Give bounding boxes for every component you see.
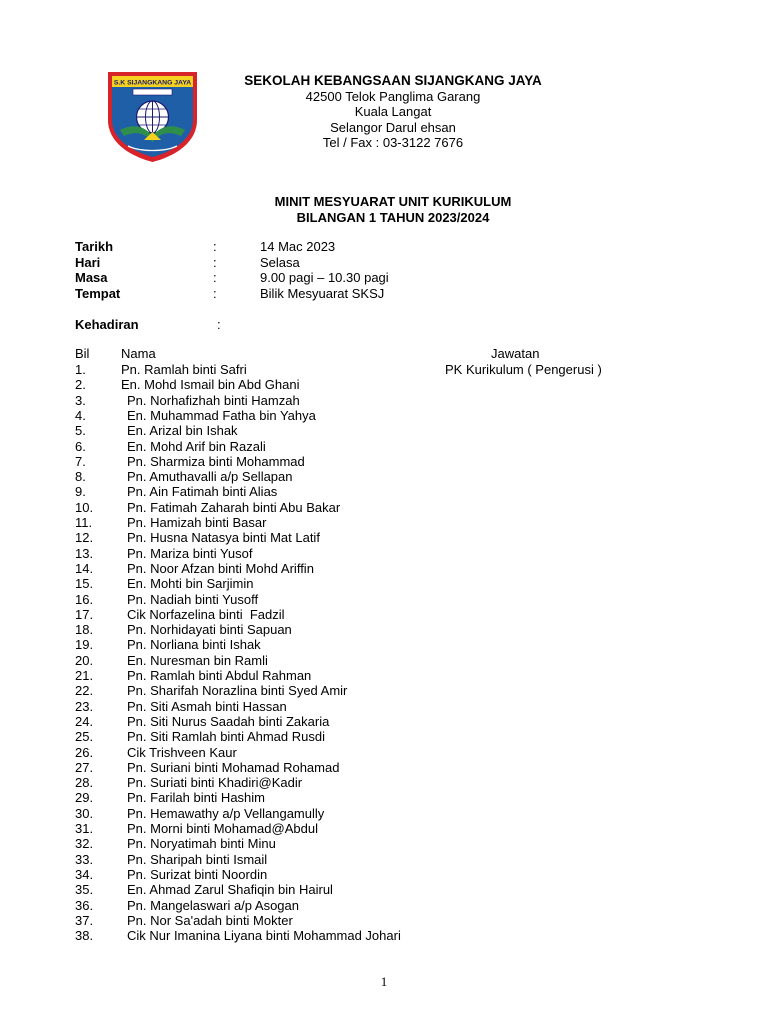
attendee-name: Pn. Noor Afzan binti Mohd Ariffin [127, 560, 314, 576]
attendee-name: Pn. Mangelaswari a/p Asogan [127, 897, 299, 913]
meta-colon: : [213, 254, 217, 270]
table-row [0, 806, 768, 821]
meta-value: Bilik Mesyuarat SKSJ [260, 285, 385, 301]
attendee-name: Pn. Norhafizhah binti Hamzah [127, 392, 300, 408]
table-row [0, 928, 768, 943]
table-row [0, 530, 768, 545]
table-row [0, 393, 768, 408]
meta-label: Tempat [75, 285, 121, 301]
attendee-name: Pn. Mariza binti Yusof [127, 545, 253, 561]
attendee-name: Pn. Noryatimah binti Minu [127, 836, 276, 852]
table-row [0, 699, 768, 714]
attendee-name: Pn. Surizat binti Noordin [127, 866, 268, 882]
row-number: 21. [75, 668, 94, 683]
attendee-name: Pn. Sharmiza binti Mohammad [127, 453, 305, 469]
meta-value: 14 Mac 2023 [260, 239, 336, 254]
attendee-name: Pn. Fatimah Zaharah binti Abu Bakar [127, 499, 341, 515]
row-number: 4. [75, 407, 86, 423]
table-row [0, 500, 768, 515]
table-row [0, 362, 768, 377]
row-number: 8. [75, 469, 86, 485]
table-row [0, 867, 768, 882]
row-number: 7. [75, 453, 86, 469]
row-number: 1. [75, 362, 86, 377]
row-number: 29. [75, 790, 94, 806]
table-row [0, 576, 768, 591]
row-number: 17. [75, 606, 94, 622]
table-row [0, 484, 768, 499]
school-header [200, 73, 586, 151]
table-row [0, 515, 768, 530]
row-number: 30. [75, 805, 94, 821]
table-row [0, 653, 768, 668]
contact-line: Tel / Fax : 03-3122 7676 [322, 135, 464, 150]
attendee-name: Cik Nur Imanina Liyana binti Mohammad Johari [127, 928, 401, 944]
table-row [0, 408, 768, 423]
row-number: 26. [75, 744, 94, 760]
attendee-name: Pn. Sharifah Norazlina binti Syed Amir [127, 683, 348, 699]
meta-label: Hari [75, 254, 101, 270]
meta-value: 9.00 pagi – 10.30 pagi [260, 270, 389, 285]
attendee-name: Pn. Suriati binti Khadiri@Kadir [127, 775, 303, 791]
row-number: 9. [75, 484, 86, 500]
meta-colon: : [213, 285, 217, 301]
row-number: 20. [75, 652, 94, 668]
table-row [0, 821, 768, 836]
attendee-position: PK Kurikulum ( Pengerusi ) [445, 362, 602, 377]
table-row [0, 852, 768, 867]
table-row [0, 622, 768, 637]
attendance-colon: : [217, 317, 221, 332]
table-row [0, 377, 768, 392]
row-number: 18. [75, 622, 94, 638]
attendance-label: Kehadiran [75, 317, 139, 332]
attendee-name: Pn. Suriani binti Mohamad Rohamad [127, 759, 340, 775]
attendee-name: Pn. Husna Natasya binti Mat Latif [127, 530, 320, 546]
row-number: 32. [75, 836, 94, 852]
crest-school-text: S.K SIJANGKANG JAYA [113, 79, 192, 87]
attendee-name: Pn. Hamizah binti Basar [127, 515, 267, 530]
table-row [0, 898, 768, 913]
table-row [0, 592, 768, 607]
page-number: 1 [380, 974, 388, 989]
row-number: 31. [75, 821, 94, 836]
table-row [0, 775, 768, 790]
column-header-bil: Bil [75, 346, 90, 361]
attendee-name: Pn. Nadiah binti Yusoff [127, 591, 259, 607]
row-number: 19. [75, 637, 94, 653]
row-number: 5. [75, 423, 86, 439]
row-number: 13. [75, 545, 94, 561]
table-row [0, 745, 768, 760]
attendee-name: Pn. Siti Asmah binti Hassan [127, 698, 287, 714]
meta-value: Selasa [260, 254, 300, 270]
row-number: 37. [75, 912, 94, 928]
row-number: 33. [75, 851, 94, 867]
title-line-1: MINIT MESYUARAT UNIT KURIKULUM [274, 194, 512, 209]
row-number: 10. [75, 499, 94, 515]
attendee-name: Pn. Amuthavalli a/p Sellapan [127, 469, 293, 485]
table-row [0, 683, 768, 698]
attendee-name: Pn. Morni binti Mohamad@Abdul [127, 821, 318, 836]
attendee-name: En. Nuresman bin Ramli [127, 652, 268, 668]
table-row [0, 607, 768, 622]
row-number: 22. [75, 683, 94, 699]
column-header-position: Jawatan [491, 346, 540, 361]
table-row [0, 637, 768, 652]
row-number: 24. [75, 713, 94, 729]
row-number: 25. [75, 729, 94, 745]
row-number: 3. [75, 392, 86, 408]
attendee-name: En. Muhammad Fatha bin Yahya [127, 407, 316, 423]
attendee-name: Pn. Sharipah binti Ismail [127, 851, 268, 867]
attendee-name: En. Mohti bin Sarjimin [127, 576, 254, 592]
row-number: 28. [75, 775, 94, 791]
attendee-name: Cik Norfazelina binti Fadzil [127, 606, 285, 622]
row-number: 34. [75, 866, 94, 882]
row-number: 38. [75, 928, 94, 944]
attendee-name: Pn. Ain Fatimah binti Alias [127, 484, 278, 500]
row-number: 6. [75, 438, 86, 454]
table-row [0, 882, 768, 897]
row-number: 16. [75, 591, 94, 607]
address-line-2: Kuala Langat [354, 104, 432, 119]
attendee-name: Pn. Norhidayati binti Sapuan [127, 622, 292, 638]
row-number: 27. [75, 759, 94, 775]
column-header-name: Nama [121, 346, 156, 361]
attendee-name: Pn. Ramlah binti Safri [121, 362, 247, 377]
school-crest-logo [106, 70, 199, 164]
document-title [200, 194, 586, 225]
table-row [0, 913, 768, 928]
attendance-table-header [0, 346, 768, 361]
attendee-name: En. Arizal bin Ishak [127, 423, 238, 439]
meta-label: Masa [75, 270, 108, 285]
table-row [0, 546, 768, 561]
attendee-name: Cik Trishveen Kaur [127, 744, 237, 760]
attendance-heading [75, 317, 221, 333]
table-row [0, 423, 768, 438]
table-row [0, 760, 768, 775]
meta-colon: : [213, 270, 217, 285]
attendee-name: Pn. Siti Nurus Saadah binti Zakaria [127, 713, 330, 729]
attendee-name: Pn. Siti Ramlah binti Ahmad Rusdi [127, 729, 325, 745]
row-number: 23. [75, 698, 94, 714]
row-number: 2. [75, 377, 86, 393]
row-number: 35. [75, 882, 94, 898]
school-name: SEKOLAH KEBANGSAAN SIJANGKANG JAYA [244, 73, 542, 88]
row-number: 15. [75, 576, 94, 592]
meta-colon: : [213, 239, 217, 254]
attendee-name: Pn. Norliana binti Ishak [127, 637, 261, 653]
table-row [0, 561, 768, 576]
table-row [0, 439, 768, 454]
address-line-1: 42500 Telok Panglima Garang [305, 88, 481, 104]
attendee-name: En. Ahmad Zarul Shafiqin bin Hairul [127, 882, 333, 898]
table-row [0, 469, 768, 484]
table-row [0, 668, 768, 683]
table-row [0, 790, 768, 805]
title-line-2: BILANGAN 1 TAHUN 2023/2024 [296, 209, 490, 225]
attendee-name: Pn. Farilah binti Hashim [127, 790, 265, 806]
address-line-3: Selangor Darul ehsan [330, 119, 456, 135]
row-number: 36. [75, 897, 94, 913]
table-row [0, 454, 768, 469]
attendee-name: En. Mohd Arif bin Razali [127, 438, 266, 454]
attendee-name: Pn. Hemawathy a/p Vellangamully [127, 805, 325, 821]
row-number: 14. [75, 560, 94, 576]
attendee-name: En. Mohd Ismail bin Abd Ghani [121, 377, 300, 393]
attendee-name: Pn. Nor Sa'adah binti Mokter [127, 912, 293, 928]
table-row [0, 729, 768, 744]
table-row [0, 714, 768, 729]
row-number: 11. [75, 515, 93, 530]
attendee-name: Pn. Ramlah binti Abdul Rahman [127, 668, 312, 683]
meta-label: Tarikh [75, 239, 114, 254]
table-row [0, 836, 768, 851]
row-number: 12. [75, 530, 94, 546]
